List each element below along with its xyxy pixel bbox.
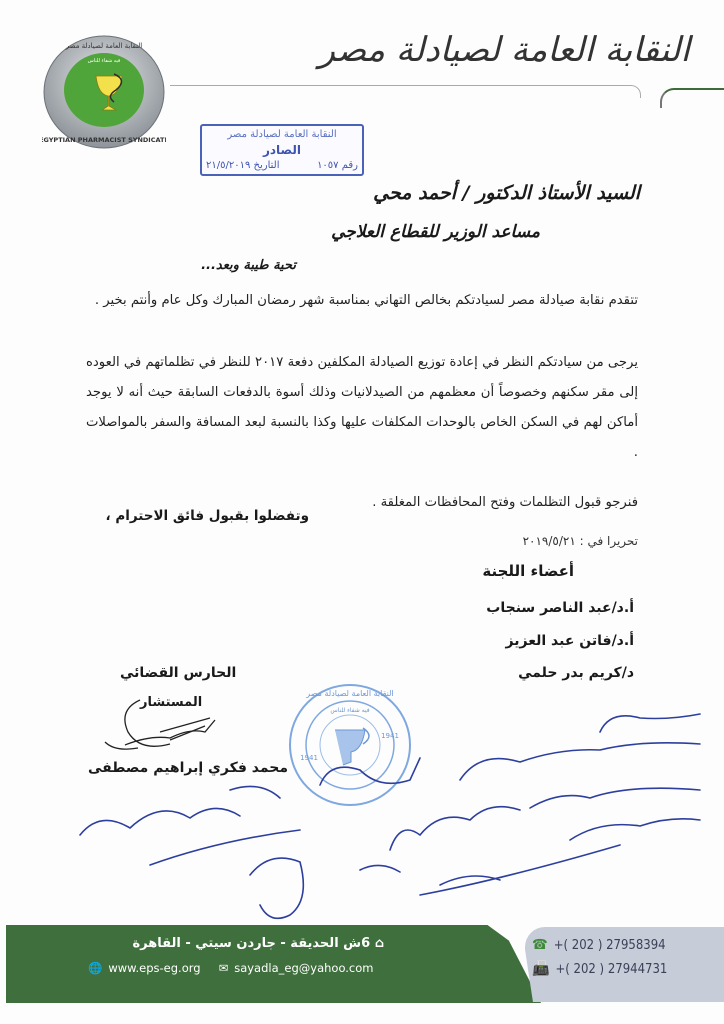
logo-english-text: EGYPTIAN PHARMACIST SYNDICATE — [42, 136, 166, 144]
stamp-number — [317, 160, 358, 171]
footer-web-contacts — [88, 961, 374, 975]
committee-member: أ.د/فاتن عبد العزيز — [505, 633, 634, 649]
website-link[interactable] — [88, 961, 201, 975]
seal-outer-text: النقابة العامة لصيادلة مصر — [306, 689, 394, 698]
stamp-number-value: ١٠٥٧ — [317, 160, 339, 171]
footer-address — [132, 936, 384, 951]
guardian-title: الحارس القضائي — [120, 665, 237, 681]
stamp-title: النقابة العامة لصيادلة مصر — [227, 129, 337, 140]
seal-inner-text: فيه شفاء للناس — [330, 707, 370, 714]
committee-title: أعضاء اللجنة — [482, 562, 574, 580]
closing-line: وتفضلوا بقبول فائق الاحترام ، — [105, 508, 309, 524]
paragraph-greetings: تتقدم نقابة صيادلة مصر لسيادتكم بخالص التهاني بمناسبة شهر رمضان المبارك وكل عام وأنتم بخير . — [94, 293, 638, 308]
address-text: 6ش الحديقة - جاردن سيتي - القاهرة — [132, 936, 371, 951]
fax-icon: 📠 — [532, 961, 550, 977]
header-divider — [170, 85, 630, 86]
committee-member: د/كريم بدر حلمي — [518, 665, 634, 681]
org-name-calligraphy: النقابة العامة لصيادلة مصر — [318, 30, 690, 70]
syndicate-logo — [42, 34, 166, 150]
guardian-name: محمد فكري إبراهيم مصطفى — [88, 760, 289, 776]
seal-year: 1941 — [381, 732, 399, 740]
stamp-date-value: ٢١/٥/٢٠١٩ — [206, 160, 251, 171]
stamp-date-label: التاريخ — [253, 160, 280, 171]
seal-year: 1941 — [300, 754, 318, 762]
committee-member: أ.د/عبد الناصر سنجاب — [486, 600, 634, 616]
date-line: تحريرا في : ٢٠١٩/٥/٢١ — [522, 534, 638, 548]
addressee-role: مساعد الوزير للقطاع العلاجي — [331, 222, 540, 242]
website-text: www.eps-eg.org — [108, 961, 201, 975]
guardian-rank: المستشار — [140, 695, 203, 710]
addressee: السيد الأستاذ الدكتور / أحمد محي — [373, 182, 640, 204]
phone-number — [532, 937, 666, 953]
logo-inner-text: فيه شفاء للناس — [87, 58, 121, 64]
email-text: sayadla_eg@yahoo.com — [234, 961, 374, 975]
email-link[interactable] — [219, 961, 374, 975]
logo-arabic-text: النقابة العامة لصيادلة مصر — [65, 42, 143, 50]
syndicate-seal — [285, 680, 415, 810]
phone-icon: ☎ — [532, 937, 548, 953]
greeting: تحية طيبة وبعد... — [201, 258, 296, 273]
header-accent-curve — [660, 88, 724, 108]
fax-number — [532, 961, 667, 977]
stamp-label: الصادر — [262, 143, 301, 157]
outgoing-stamp — [200, 124, 364, 176]
home-icon: ⌂ — [374, 936, 384, 951]
header-divider-curve — [626, 85, 641, 98]
stamp-date — [206, 160, 280, 171]
fax-text: +( 202 ) 27944731 — [555, 961, 668, 977]
globe-icon: 🌐 — [88, 961, 103, 975]
envelope-icon: ✉ — [218, 961, 229, 975]
phone-text: +( 202 ) 27958394 — [553, 937, 666, 953]
paragraph-request: يرجى من سيادتكم النظر في إعادة توزيع الصيادلة المكلفين دفعة ٢٠١٧ للنظر في تظلماتهم في العوده إلى مقر سكنهم وخصوصاً أن معظمهم من الصيدلانيات وذلك أسوة بالدفعات السابقة حيث أنه لا يوجد أماكن لهم في السكن الخاص بالوحدات المكلفات عليها وكذا بالنسبة لبعد المسافة والسفر بالمواصلات . — [86, 355, 639, 460]
paragraph-conclusion: فنرجو قبول التظلمات وفتح المحافظات المغلقة . — [372, 495, 638, 510]
stamp-number-label: رقم — [341, 160, 358, 171]
